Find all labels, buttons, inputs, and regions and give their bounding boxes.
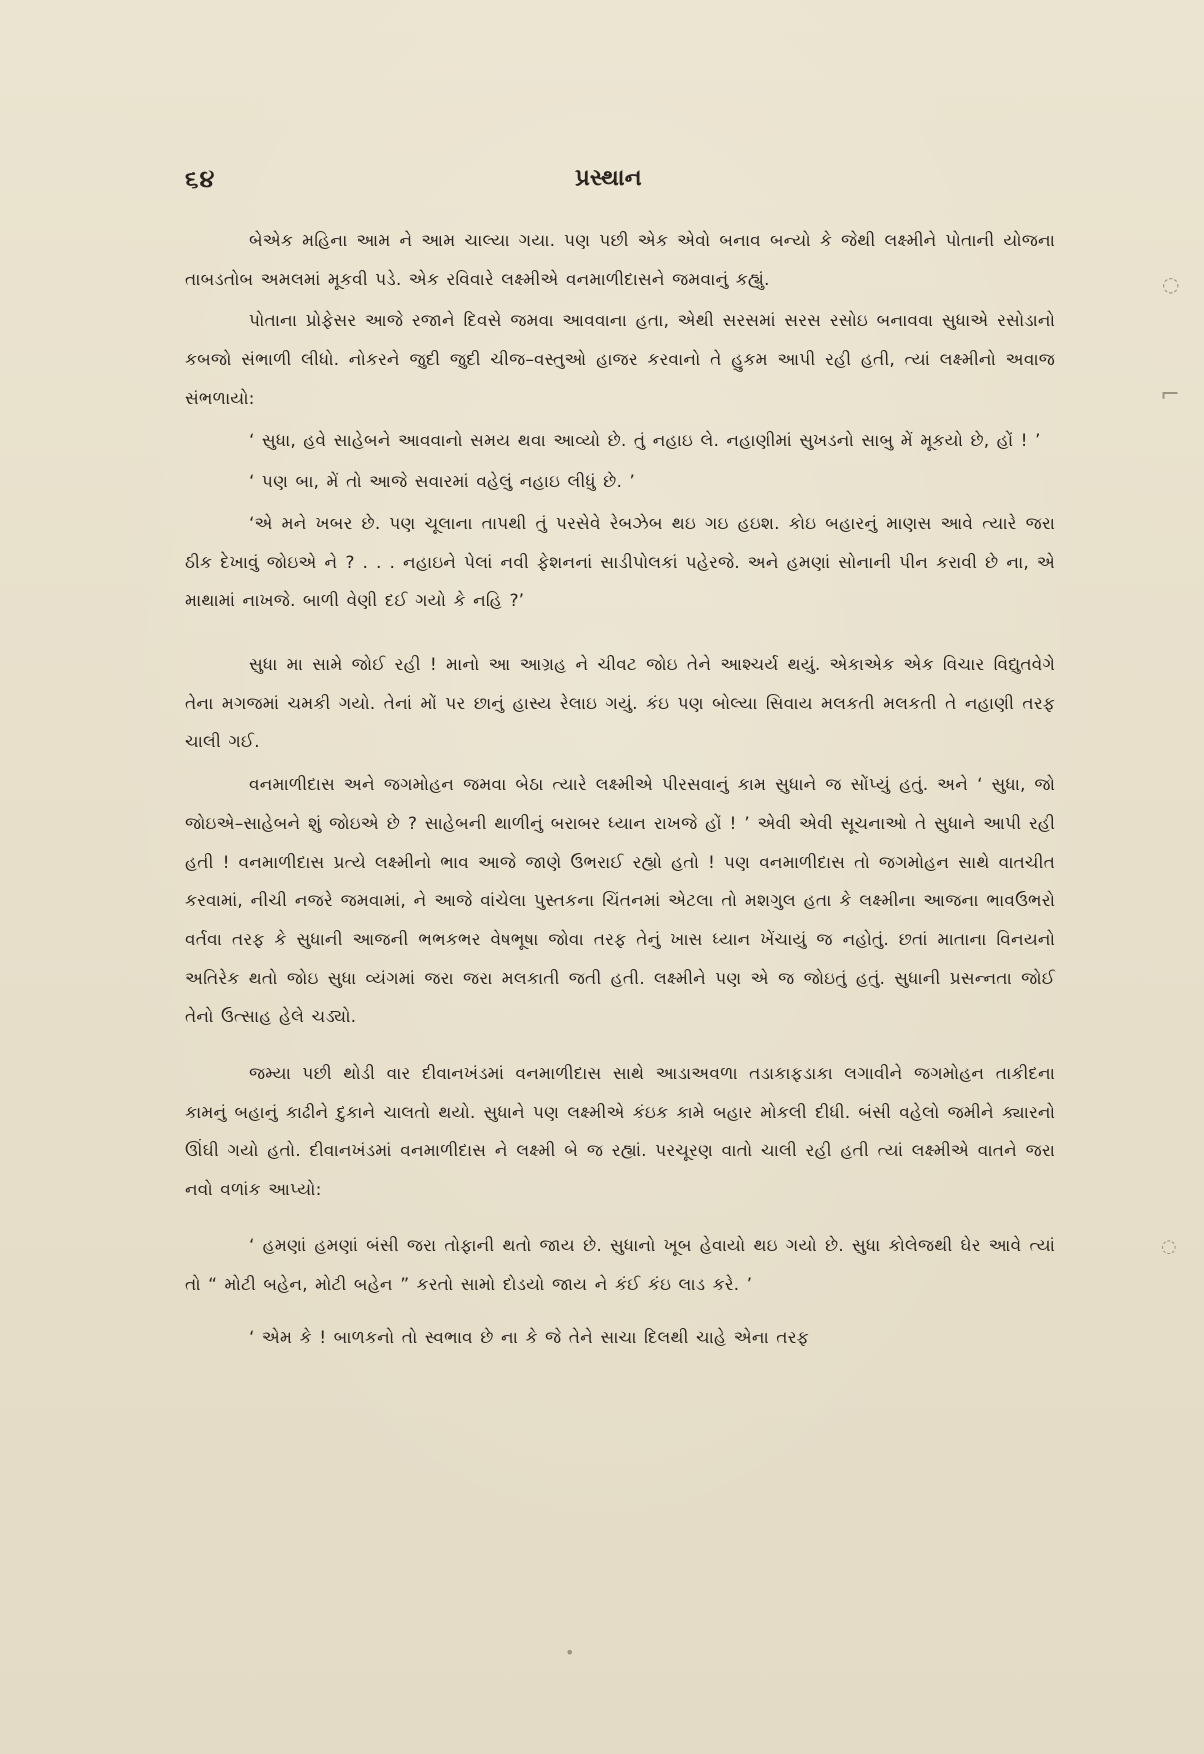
- paragraph-3: ‘ સુધા, હવે સાહેબને આવવાનો સમય થવા આવ્યો છે. તું નહાઇ લે. નહાણીમાં સુખડનો સાબુ મેં મૂકયો છે, હોં ! ’: [249, 430, 1041, 451]
- paragraph-7: વનમાળીદાસ અને જગમોહન જમવા બેઠા ત્યારે લક્ષ્મીએ પીરસવાનું કામ સુધાને જ સોંપ્યું હતું. અને ‘ સુધા, જો જોઇએ–સાહેબને શું જોઇએ છે ? સાહેબની થાળીનું બરાબર ધ્યાન રાખજે હોં ! ’ એવી એવી સૂચનાઓ તે સુધાને આપી રહી હતી ! વનમાળીદાસ પ્રત્યે લક્ષ્મીનો ભાવ આજે જાણે ઉભરાઈ રહ્યો હતો ! પણ વનમાળીદાસ તો જગમોહન સાથે વાતચીત કરવામાં, નીચી નજરે જમવામાં, ને આજે વાંચેલા પુસ્તકના ચિંતનમાં એટલા તો મશગુલ હતા કે લક્ષ્મીના આજના ભાવઉભરો વર્તવા તરફ કે સુધાની આજની ભભકભર વેષભૂષા જોવા તરફ તેનું ખાસ ધ્યાન ખેંચાયું જ નહોતું. છતાં માતાના વિનયનો અતિરેક થતો જોઇ સુધા વ્યંગમાં જરા જરા મલકાતી જતી હતી. લક્ષ્મીને પણ એ જ જોઇતું હતું. સુધાની પ્રસન્નતા જોઈ તેનો ઉત્સાહ હેલે ચડ્યો.: [185, 775, 1055, 1028]
- paragraph-4: ‘ પણ બા, મેં તો આજે સવારમાં વહેલું નહાઇ લીધું છે. ’: [249, 472, 635, 493]
- running-title: પ્રસ્થાન: [575, 165, 642, 191]
- page-header: [185, 165, 1055, 197]
- margin-mark: ◌: [1161, 1236, 1177, 1257]
- paragraph-8: જમ્યા પછી થોડી વાર દીવાનખંડમાં વનમાળીદાસ સાથે આડાઅવળા તડાકાફડાકા લગાવીને જગમોહન તાકીદના કામનું બહાનું કાઢીને દુકાને ચાલતો થયો. સુધાને પણ લક્ષ્મીએ કંઇક કામે બહાર મોકલી દીધી. બંસી વહેલો જમીને ક્યારનો ઊંઘી ગયો હતો. દીવાનખંડમાં વનમાળીદાસ ને લક્ષ્મી બે જ રહ્યાં. પરચૂરણ વાતો ચાલી રહી હતી ત્યાં લક્ષ્મીએ વાતને જરા નવો વળાંક આપ્યો:: [185, 1064, 1055, 1201]
- body-text: [185, 222, 1055, 1358]
- paragraph-1: બેએક મહિના આમ ને આમ ચાલ્યા ગયા. પણ પછી એક એવો બનાવ બન્યો કે જેથી લક્ષ્મીને પોતાની યોજના તાબડતોબ અમલમાં મૂકવી પડે. એક રવિવારે લક્ષ્મીએ વનમાળીદાસને જમવાનું કહ્યું.: [185, 231, 1055, 290]
- paragraph-6: સુધા મા સામે જોઈ રહી ! માનો આ આગ્રહ ને ચીવટ જોઇ તેને આશ્ચર્ય થયું. એકાએક એક વિચાર વિદ્યુતવેગે તેના મગજમાં ચમકી ગયો. તેનાં મોં પર છાનું હાસ્ય રેલાઇ ગયું. કંઇ પણ બોલ્યા સિવાય મલકતી મલકતી તે નહાણી તરફ ચાલી ગઈ.: [185, 655, 1055, 753]
- margin-mark: ◌: [1162, 272, 1180, 296]
- paragraph-5: ‘એ મને ખબર છે. પણ ચૂલાના તાપથી તું પરસેવે રેબઝેબ થઇ ગઇ હઇશ. કોઇ બહારનું માણસ આવે ત્યારે જરા ઠીક દેખાવું જોઇએ ને ? . . . નહાઇને પેલાં નવી ફેશનનાં સાડીપોલકાં પહેરજે. અને હમણાં સોનાની પીન કરાવી છે ના, એ માથામાં નાખજે. બાળી વેણી દઈ ગયો કે નહિ ?’: [185, 513, 1055, 612]
- page-number: ૬૪: [185, 165, 216, 193]
- paragraph-9: ‘ હમણાં હમણાં બંસી જરા તોફાની થતો જાય છે. સુધાનો ખૂબ હેવાયો થઇ ગયો છે. સુધા કોલેજથી ઘેર આવે ત્યાં તો “ મોટી બહેન, મોટી બહેન ” કરતો સામો દોડયો જાય ને કંઈ કંઇ લાડ કરે. ’: [185, 1235, 1055, 1295]
- paragraph-2: પોતાના પ્રોફેસર આજે રજાને દિવસે જમવા આવવાના હતા, એથી સરસમાં સરસ રસોઇ બનાવવા સુધાએ રસોડાનો કબજો સંભાળી લીધો. નોકરને જુદી જુદી ચીજ–વસ્તુઓ હાજર કરવાનો તે હુકમ આપી રહી હતી, ત્યાં લક્ષ્મીનો અવાજ સંભળાયો:: [185, 311, 1055, 409]
- page-mark: •: [565, 1643, 575, 1662]
- paragraph-10: ‘ એમ કે ! બાળકનો તો સ્વભાવ છે ના કે જે તેને સાચા દિલથી ચાહે એના તરફ: [249, 1328, 809, 1349]
- margin-mark: ⌐: [1160, 380, 1181, 408]
